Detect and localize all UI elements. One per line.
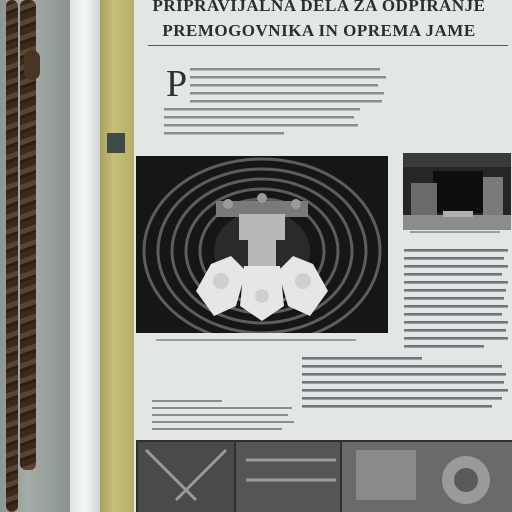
- drop-cap: P: [166, 63, 188, 105]
- frame-tag: [107, 133, 125, 153]
- tunnel-boring-machine-photo: [136, 156, 388, 333]
- mine-entrance-photo: [403, 153, 511, 230]
- intro-text-lines: [164, 62, 396, 146]
- bottom-photo-strip: [136, 440, 512, 512]
- small-photo-caption: [406, 230, 510, 239]
- bottom-photos-illustration: [136, 440, 512, 512]
- exhibit-panel: [134, 0, 512, 512]
- title-line-1: PRIPRAVIJALNA DELA ZA ODPIRANJE: [152, 0, 486, 15]
- legend-list: [152, 398, 302, 438]
- rope-knot: [24, 50, 40, 80]
- lower-text-lines: [302, 355, 510, 415]
- intro-paragraph: [164, 62, 396, 146]
- caption-lines: [406, 230, 510, 236]
- lower-text-block: [302, 355, 510, 415]
- twisted-rope-left: [6, 0, 18, 512]
- white-column: [70, 0, 100, 512]
- right-column-text: [404, 243, 512, 353]
- main-photo-caption: [156, 338, 376, 347]
- mine-entrance-illustration: [403, 153, 511, 230]
- tunnel-illustration: [136, 156, 388, 333]
- column-text-lines: [404, 243, 512, 353]
- title-line-2: PREMOGOVNIKA IN OPREMA JAME: [162, 21, 476, 40]
- yellow-frame: [100, 0, 134, 512]
- legend-lines: [152, 398, 302, 438]
- title-rule: [148, 45, 508, 46]
- caption-lines: [156, 338, 376, 344]
